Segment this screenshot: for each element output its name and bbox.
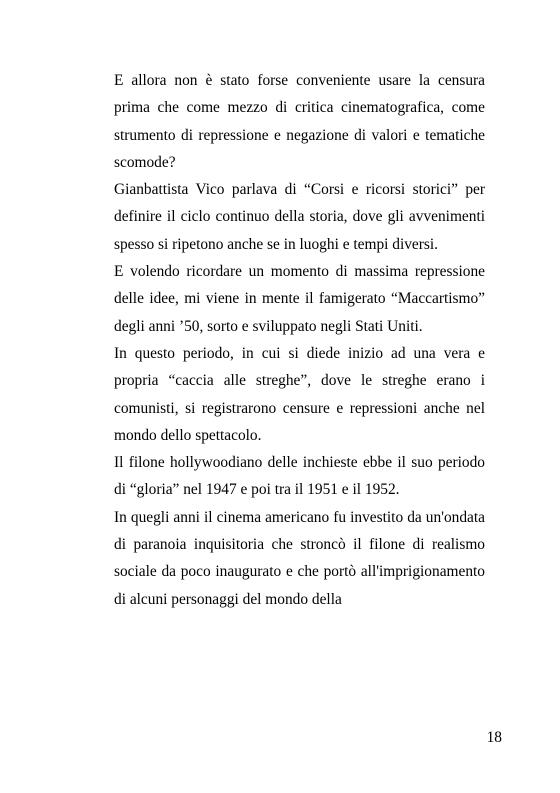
body-text [114, 67, 485, 613]
paragraph-filone-hollywoodiano: Il filone hollywoodiano delle inchieste ebbe il suo periodo di “gloria” nel 1947 e poi tra il 1951 e il 1952. [114, 454, 485, 499]
paragraph-cinema-americano: In quegli anni il cinema americano fu investito da un'ondata di paranoia inquisitoria che stroncò il filone di realismo sociale da poco inaugurato e che portò all'imprigionamento di alcuni personaggi del mondo della [114, 508, 485, 608]
paragraph-maccartismo: E volendo ricordare un momento di massima repressione delle idee, mi viene in mente il famigerato “Maccartismo” degli anni ’50, sorto e sviluppato negli Stati Uniti. [114, 263, 485, 335]
paragraph-vico: Gianbattista Vico parlava di “Corsi e ricorsi storici” per definire il ciclo continuo della storia, dove gli avvenimenti spesso si ripetono anche se in luoghi e tempi diversi. [114, 181, 485, 253]
paragraph-censura: E allora non è stato forse conveniente usare la censura prima che come mezzo di critica cinematografica, come strumento di repressione e negazione di valori e tematiche scomode? [114, 72, 485, 171]
paragraph-caccia-alle-streghe: In questo periodo, in cui si diede inizio ad una vera e propria “caccia alle streghe”, dove le streghe erano i comunisti, si registrarono censure e repressioni anche nel mondo dello spettacolo. [114, 344, 485, 444]
page-number: 18 [486, 729, 502, 746]
